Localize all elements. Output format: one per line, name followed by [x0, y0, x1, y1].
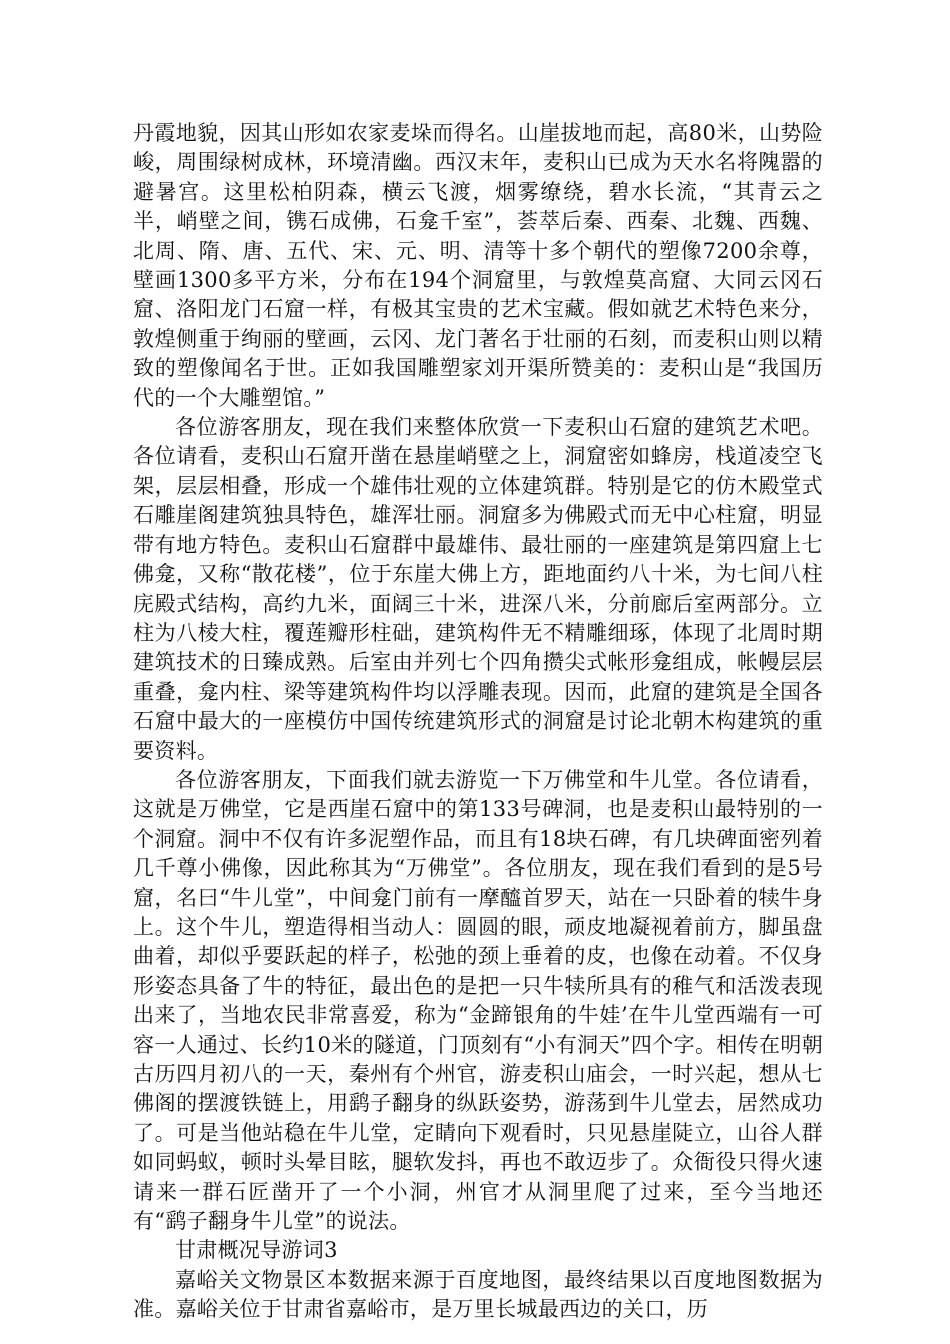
paragraph-wanfotang-niuertang: 各位游客朋友，下面我们就去游览一下万佛堂和牛儿堂。各位请看，这就是万佛堂，它是西崖石窟中的第133号碑洞，也是麦积山最特别的一个洞窟。洞中不仅有许多泥塑作品，而且有18块石碑，有几块碑面密列着几千尊小佛像，因此称其为“万佛堂”。各位朋友，现在我们看到的是5号窟，名曰“牛儿堂”，中间龛门前有一摩醯首罗天，站在一只卧着的犊牛身上。这个牛儿，塑造得相当动人：圆圆的眼，顽皮地凝视着前方，脚虽盘曲着，却似乎要跃起的样子，松弛的颈上垂着的皮，也像在动着。不仅身形姿态具备了牛的特征，最出色的是把一只牛犊所具有的稚气和活泼表现出来了，当地农民非常喜爱，称为“金蹄银角的牛娃’在牛儿堂西端有一可容一人通过、长约10米的隧道，门顶刻有“小有洞天”四个字。相传在明朝古历四月初八的一天，秦州有个州官，游麦积山庙会，一时兴起，想从七佛阁的摆渡铁链上，用鹞子翻身的纵跃姿势，游荡到牛儿堂去，居然成功了。可是当他站稳在牛儿堂，定睛向下观看时，只见悬崖陡立，山谷人群如同蚂蚁，顿时头晕目眩，腿软发抖，再也不敢迈步了。众衙役只得火速请来一群石匠凿开了一个小洞，州官才从洞里爬了过来，至今当地还有“鹞子翻身牛儿堂”的说法。 [133, 767, 823, 1234]
paragraph-maijishan-intro: 丹霞地貌，因其山形如农家麦垛而得名。山崖拔地而起，高80米，山势险峻，周围绿树成林，环境清幽。西汉末年，麦积山已成为天水名将隗嚣的避暑宫。这里松柏阴森，横云飞渡，烟雾缭绕，碧水长流，“其青云之半，峭壁之间，镌石成佛，石龛千室”，荟萃后秦、西秦、北魏、西魏、北周、隋、唐、五代、宋、元、明、清等十多个朝代的塑像7200余尊，壁画1300多平方米，分布在194个洞窟里，与敦煌莫高窟、大同云冈石窟、洛阳龙门石窟一样，有极其宝贵的艺术宝藏。假如就艺术特色来分，敦煌侧重于绚丽的壁画，云冈、龙门著名于壮丽的石刻，而麦积山则以精致的塑像闻名于世。正如我国雕塑家刘开渠所赞美的：麦积山是“我国历代的一个大雕塑馆。” [133, 121, 823, 410]
paragraph-jiayuguan: 嘉峪关文物景区本数据来源于百度地图，最终结果以百度地图数据为准。嘉峪关位于甘肃省嘉峪市，是万里长城最西边的关口，历 [133, 1267, 823, 1322]
section-heading: 甘肃概况导游词3 [175, 1238, 338, 1263]
document-page [133, 119, 823, 1325]
paragraph-architecture: 各位游客朋友，现在我们来整体欣赏一下麦积山石窟的建筑艺术吧。各位请看，麦积山石窟开凿在悬崖峭壁之上，洞窟密如蜂房，栈道凌空飞架，层层相叠，形成一个雄伟壮观的立体建筑群。特别是它的仿木殿堂式石雕崖阁建筑独具特色，雄浑壮丽。洞窟多为佛殿式而无中心柱窟，明显带有地方特色。麦积山石窟群中最雄伟、最壮丽的一座建筑是第四窟上七佛龛，又称“散花楼”，位于东崖大佛上方，距地面约八十米，为七间八柱庑殿式结构，高约九米，面阔三十米，进深八米，分前廊后室两部分。立柱为八棱大柱，覆莲瓣形柱础，建筑构件无不精雕细琢，体现了北周时期建筑技术的日臻成熟。后室由并列七个四角攒尖式帐形龛组成，帐幔层层重叠，龛内柱、梁等建筑构件均以浮雕表现。因而，此窟的建筑是全国各石窟中最大的一座模仿中国传统建筑形式的洞窟是讨论北朝木构建筑的重要资料。 [133, 415, 823, 763]
